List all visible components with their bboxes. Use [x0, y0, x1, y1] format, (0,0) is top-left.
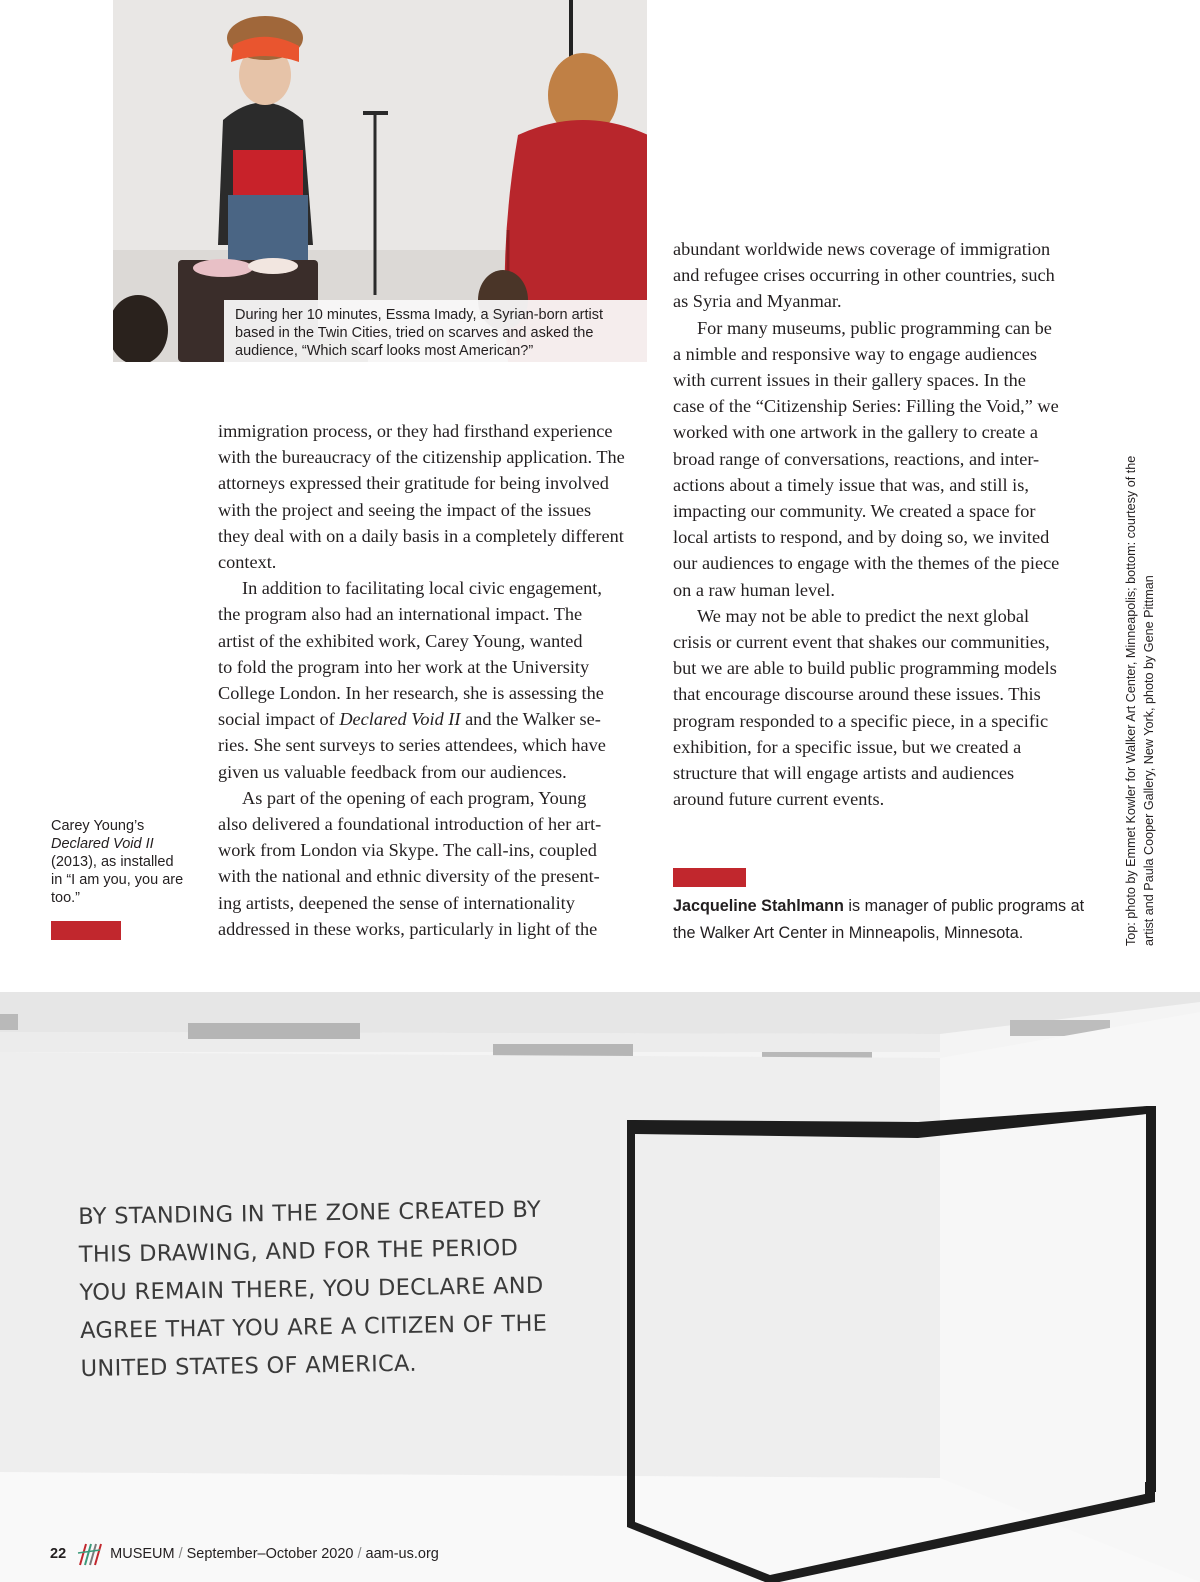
text-line: our audiences to engage with the themes of the piece — [673, 553, 1060, 574]
wall-text-line: THIS DRAWING, AND FOR THE PERIOD — [78, 1235, 519, 1268]
text-line: ries. She sent surveys to series attendees, which have — [218, 735, 606, 756]
artwork-caption-detail: (2013), as installed in “I am you, you are too.” — [51, 854, 184, 906]
text-line: but we are able to build public programming models — [673, 658, 1057, 679]
text-line: abundant worldwide news coverage of immigration — [673, 239, 1051, 259]
text-line: As part of the opening of each program, Young — [242, 787, 587, 808]
author-bio-text: is manager of public programs at the Walker Art Center in Minneapolis, Minnesota. — [673, 897, 1085, 942]
website-link[interactable]: aam-us.org — [365, 1546, 439, 1562]
text-line: worked with one artwork in the gallery to create a — [673, 422, 1038, 443]
text-line: program responded to a specific piece, in a specific — [673, 710, 1049, 731]
artwork-caption-title: Declared Void II — [51, 836, 154, 852]
text-line: artist of the exhibited work, Carey Young, wanted — [218, 630, 583, 651]
magazine-name: MUSEUM — [110, 1546, 175, 1562]
text-line: College London. In her research, she is assessing the — [218, 683, 604, 704]
photo-credit: Top: photo by Emmet Kowler for Walker Art Center, Minneapolis; bottom: courtesy of the artist and Paula Cooper Gallery, New York, photo by Gene Pittman — [1124, 455, 1156, 946]
text-line: around future current events. — [673, 789, 885, 810]
text-line: For many museums, public programming can be — [697, 317, 1052, 338]
page-footer — [50, 1541, 439, 1567]
artwork-caption-artist: Carey Young’s — [51, 818, 145, 834]
wall-text-line: YOU REMAIN THERE, YOU DECLARE AND — [79, 1272, 544, 1306]
text-line: context. — [218, 552, 277, 573]
text-line: broad range of conversations, reactions, and inter- — [673, 448, 1040, 469]
text-line: to fold the program into her work at the University — [218, 656, 590, 677]
text-line: with current issues in their gallery spaces. In the — [673, 370, 1026, 391]
text-line: actions about a timely issue that was, and still is, — [673, 474, 1029, 495]
issue-date: September–October 2020 — [186, 1546, 354, 1562]
text-line: local artists to respond, and by doing so, we invited — [673, 527, 1050, 548]
text-line: exhibition, for a specific issue, but we created a — [673, 736, 1022, 757]
top-photo-caption: During her 10 minutes, Essma Imady, a Syrian-born artist based in the Twin Cities, tried on scarves and asked the audience, “Which scarf looks most American?” — [235, 307, 604, 359]
text-line: attorneys expressed their gratitude for being involved — [218, 473, 609, 494]
artwork-caption — [51, 817, 186, 907]
body-column-left — [218, 418, 645, 942]
text-line: ing artists, deepened the sense of internationality — [218, 892, 575, 913]
text-line: with the national and ethnic diversity of the present- — [218, 866, 600, 887]
text-line: social impact of Declared Void II and the Walker se- — [218, 709, 601, 730]
wall-text-line: BY STANDING IN THE ZONE CREATED BY — [78, 1196, 542, 1230]
text-line: case of the “Citizenship Series: Filling the Void,” we — [673, 396, 1059, 417]
text-line: with the bureaucracy of the citizenship application. The — [218, 447, 625, 468]
text-line: a nimble and responsive way to engage audiences — [673, 343, 1037, 364]
author-bio — [673, 893, 1103, 947]
text-line: given us valuable feedback from our audiences. — [218, 761, 567, 782]
aam-logo-icon — [76, 1541, 102, 1567]
text-line: We may not be able to predict the next global — [697, 605, 1030, 626]
body-column-right — [673, 236, 1103, 812]
footer-separator: / — [357, 1546, 362, 1562]
page-number: 22 — [50, 1546, 67, 1562]
text-line: that encourage discourse around these issues. This — [673, 684, 1041, 705]
text-line: they deal with on a daily basis in a completely different — [218, 525, 624, 546]
text-line: addressed in these works, particularly in light of the — [218, 918, 598, 939]
footer-separator: / — [178, 1546, 183, 1562]
text-line: and refugee crises occurring in other countries, such — [673, 265, 1055, 286]
text-line: the program also had an international impact. The — [218, 604, 583, 625]
text-line: immigration process, or they had firsthand experience — [218, 421, 613, 441]
caption-accent-bar — [51, 921, 121, 940]
text-line: as Syria and Myanmar. — [673, 291, 842, 312]
text-line: crisis or current event that shakes our communities, — [673, 632, 1050, 653]
wall-text-line: UNITED STATES OF AMERICA. — [80, 1350, 418, 1382]
text-line: work from London via Skype. The call-ins, coupled — [218, 840, 597, 861]
author-name: Jacqueline Stahlmann — [673, 897, 844, 915]
bio-accent-bar — [673, 868, 746, 887]
text-line: structure that will engage artists and audiences — [673, 763, 1015, 784]
wall-text-line: AGREE THAT YOU ARE A CITIZEN OF THE — [79, 1310, 548, 1344]
artwork-wall-text — [78, 1190, 581, 1388]
text-line: also delivered a foundational introduction of her art- — [218, 814, 602, 835]
text-line: impacting our community. We created a space for — [673, 501, 1036, 522]
text-line: In addition to facilitating local civic engagement, — [242, 578, 602, 599]
text-line: with the project and seeing the impact of the issues — [218, 499, 592, 520]
text-line: on a raw human level. — [673, 579, 835, 600]
